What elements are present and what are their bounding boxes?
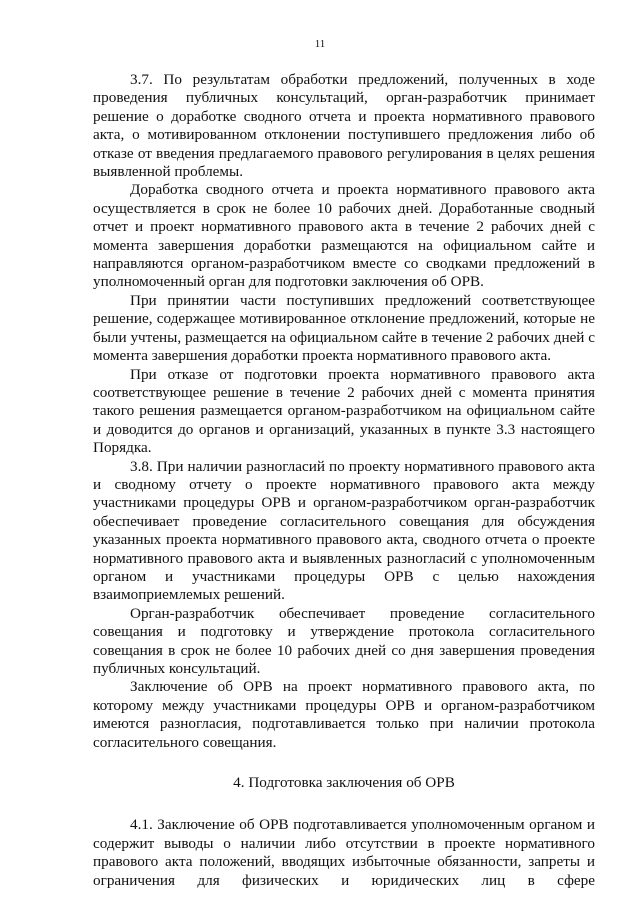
paragraph-3-8: 3.8. При наличии разногласий по проекту нормативного правового акта и сводному отчету о проекте нормативного правового акта между участниками процедуры ОРВ и органом-разработчиком орган-разработчик обеспечивает проведение согласительного совещания для обсуждения указанных проекта нормативного правового акта, сводного отчета о проекте нормативного правового акта и выявленных разногласий с уполномоченным органом и участниками процедуры ОРВ с целью нахождения взаимоприемлемых решений. — [93, 457, 595, 604]
paragraph-4-1: 4.1. Заключение об ОРВ подготавливается уполномоченным органом и содержит выводы о наличии либо отсутствии в проекте нормативного правового акта положений, вводящих избыточные обязанности, запреты и ограничения для физических и юридических лиц в сфере — [93, 816, 595, 889]
page-number: 11 — [314, 38, 326, 50]
paragraph-refusal: При отказе от подготовки проекта нормативного правового акта соответствующее решение в течение 2 рабочих дней с момента принятия такого решения размещается органом-разработчиком на официальном сайте и доводится до органов и организаций, указанных в пункте 3.3 настоящего Порядка. — [93, 365, 595, 457]
paragraph-partial-acceptance: При принятии части поступивших предложений соответствующее решение, содержащее мотивированное отклонение предложений, которые не были учтены, размещается на официальном сайте в течение 2 рабочих дней с момента завершения доработки проекта нормативного правового акта. — [93, 291, 595, 365]
section-heading: 4. Подготовка заключения об ОРВ — [233, 774, 455, 792]
paragraph-conclusion-disagreements: Заключение об ОРВ на проект нормативного правового акта, по которому между участниками процедуры ОРВ и органом-разработчиком имеются разногласия, подготавливается только при наличии протокола согласительного совещания. — [93, 678, 595, 751]
document-body — [93, 71, 595, 890]
paragraph-conciliation-meeting: Орган-разработчик обеспечивает проведение согласительного совещания и подготовку и утверждение протокола согласительного совещания в срок не более 10 рабочих дней со дня завершения проведения публичных консультаций. — [93, 604, 595, 677]
paragraph-3-7: 3.7. По результатам обработки предложений, полученных в ходе проведения публичных консультаций, орган-разработчик принимает решение о доработке сводного отчета и проекта нормативного правового акта, о мотивированном отклонении поступившего предложения либо об отказе от введения предлагаемого правового регулирования в целях решения выявленной проблемы. — [93, 71, 595, 181]
paragraph-revision-terms: Доработка сводного отчета и проекта нормативного правового акта осуществляется в срок не более 10 рабочих дней. Доработанные сводный отчет и проект нормативного правового акта в течение 2 рабочих дней с момента завершения доработки размещаются на официальном сайте и направляются органом-разработчиком вместе со сводками предложений в уполномоченный орган для подготовки заключения об ОРВ. — [93, 181, 595, 291]
